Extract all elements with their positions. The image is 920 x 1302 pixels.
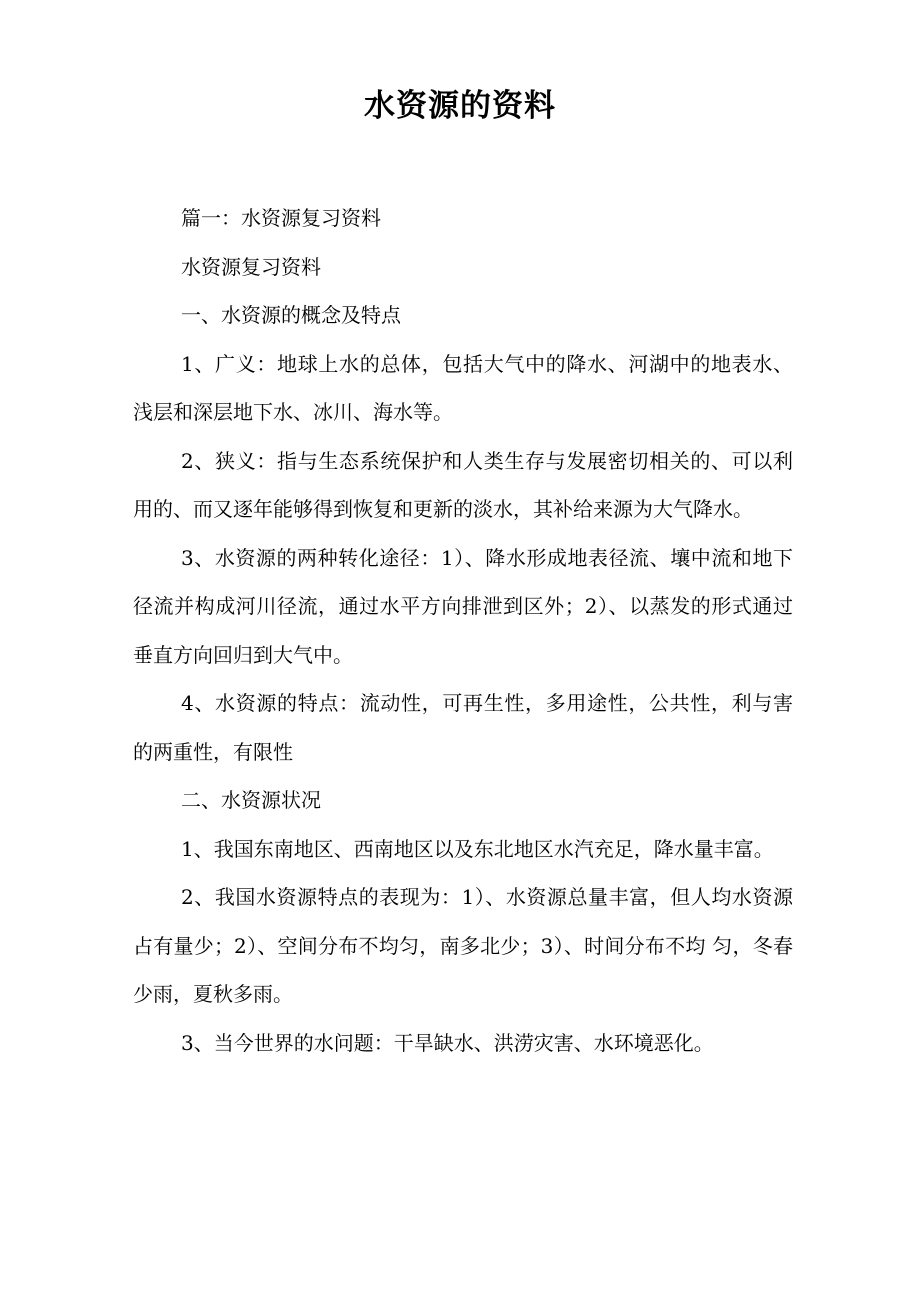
section-heading-concept: 一、水资源的概念及特点 bbox=[181, 303, 401, 327]
paragraph-conversion-paths: 3、水资源的两种转化途径：1）、降水形成地表径流、壤中流和地下径流并构成河川径流，通过水平方向排泄到区外；2）、以蒸发的形式通过垂直方向回归到大气中。 bbox=[133, 545, 793, 667]
paragraph-characteristics: 4、水资源的特点：流动性，可再生性，多用途性，公共性，利与害的两重性，有限性 bbox=[133, 691, 793, 764]
paragraph-china-features: 2、我国水资源特点的表现为：1）、水资源总量丰富，但人均水资源占有量少；2）、空间分布不均匀，南多北少；3）、时间分布不均 匀，冬春少雨，夏秋多雨。 bbox=[133, 885, 793, 1006]
paragraph-subtitle: 水资源复习资料 bbox=[181, 254, 321, 279]
paragraph-world-problems: 3、当今世界的水问题：干旱缺水、洪涝灾害、水环境恶化。 bbox=[181, 1030, 714, 1055]
section-heading-status: 二、水资源状况 bbox=[181, 788, 321, 812]
document-body bbox=[133, 194, 793, 1067]
paragraph-broad-definition: 1、广义：地球上水的总体，包括大气中的降水、河湖中的地表水、浅层和深层地下水、冰川、海水等。 bbox=[133, 351, 793, 424]
paragraph-chapter-heading: 篇一：水资源复习资料 bbox=[181, 206, 381, 230]
paragraph-regional-rainfall: 1、我国东南地区、西南地区以及东北地区水汽充足，降水量丰富。 bbox=[181, 836, 774, 861]
document-title: 水资源的资料 bbox=[364, 88, 556, 124]
paragraph-narrow-definition: 2、狭义：指与生态系统保护和人类生存与发展密切相关的、可以利用的、而又逐年能够得到恢复和更新的淡水，其补给来源为大气降水。 bbox=[133, 448, 793, 521]
